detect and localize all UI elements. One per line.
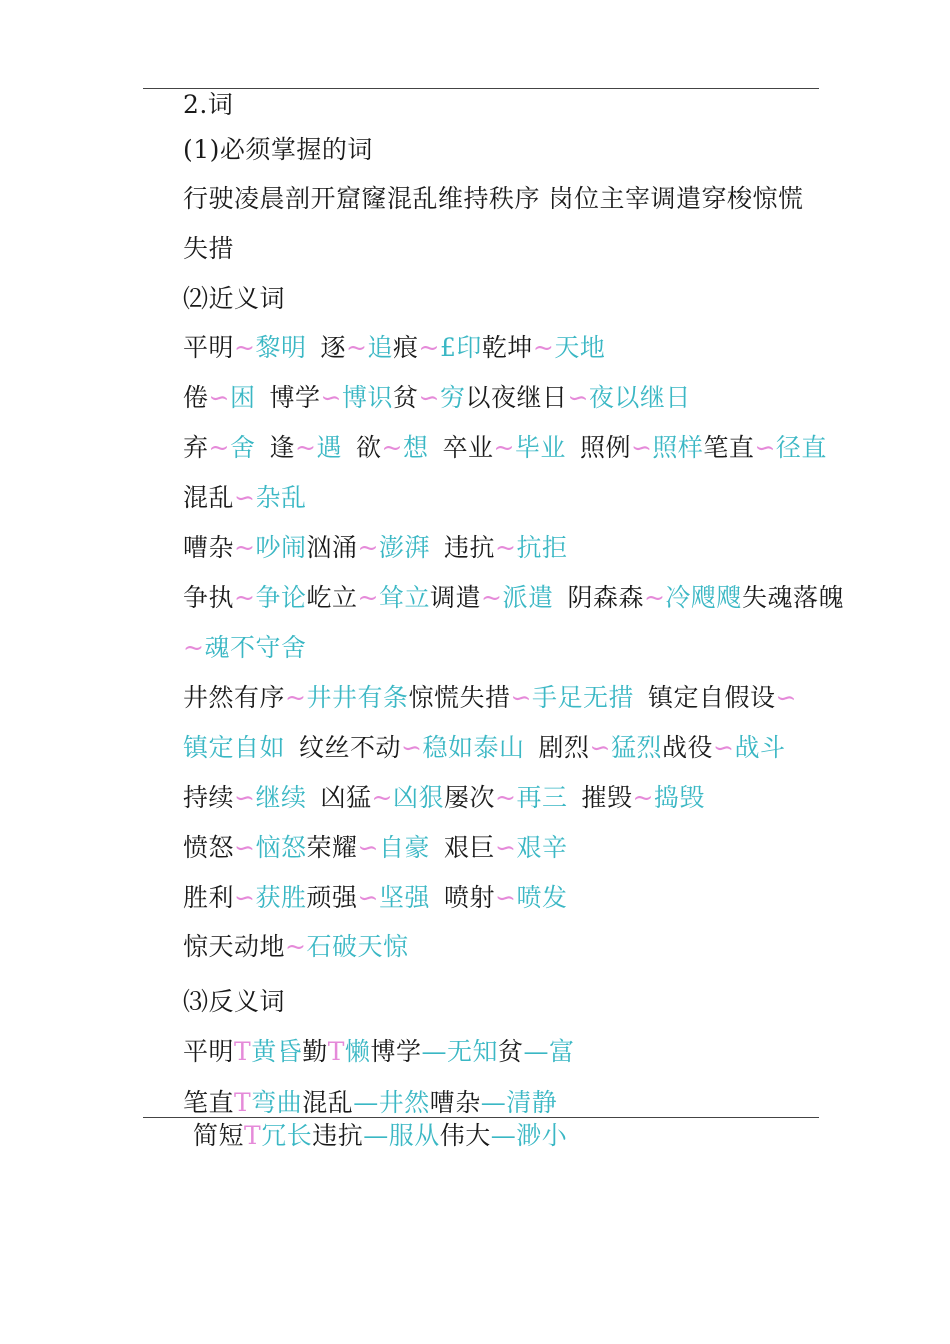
part1-heading: (1)必须掌握的词 xyxy=(183,135,373,164)
pair-word: 困 xyxy=(229,383,256,412)
relation-mark: ∽ xyxy=(418,383,440,412)
term-word: 屹立 xyxy=(306,583,358,612)
relation-mark: ~ xyxy=(208,433,230,462)
relation-mark: ∽ xyxy=(494,883,517,912)
relation-mark: ~ xyxy=(285,683,307,712)
pair-word: —井然 xyxy=(353,1088,430,1117)
term-word: 笔直 xyxy=(183,1088,235,1117)
term-word: 勤 xyxy=(302,1037,328,1066)
pair-word: 再三 xyxy=(516,783,568,812)
pair-word: 继续 xyxy=(255,783,307,812)
term-word: 逢 xyxy=(269,433,295,462)
antonym-row xyxy=(193,1121,843,1151)
pair-word: 舍 xyxy=(229,433,256,462)
relation-mark: ~ xyxy=(643,583,666,612)
pair-word: 吵闹 xyxy=(255,533,307,562)
bottom-divider xyxy=(143,1117,819,1118)
relation-mark: ∽ xyxy=(754,433,776,462)
part3-heading: ⑶反义词 xyxy=(183,987,286,1016)
term-word: 痕 xyxy=(392,333,419,362)
pair-word: 捣毁 xyxy=(653,783,705,812)
term-word: 违抗 xyxy=(312,1121,364,1150)
term-word: 乾坤 xyxy=(481,333,533,362)
term-word: 惊天动地 xyxy=(183,932,286,961)
term-word: 嘈杂 xyxy=(183,533,235,562)
relation-mark: ∽ xyxy=(234,833,256,862)
relation-mark: ~ xyxy=(381,433,403,462)
term-word: 平明 xyxy=(183,333,235,362)
pair-word: —渺小 xyxy=(490,1121,568,1150)
pair-word: 争论 xyxy=(255,583,307,612)
pair-word: 获胜 xyxy=(255,883,307,912)
relation-mark: ∽ xyxy=(589,733,611,762)
relation-mark: ~ xyxy=(285,932,307,961)
relation-mark: ~ xyxy=(357,583,379,612)
pair-word: 博识 xyxy=(341,383,393,412)
synonym-row xyxy=(183,733,833,763)
relation-mark: ~ xyxy=(532,333,555,362)
relation-mark: ~ xyxy=(418,333,440,362)
relation-mark: ∽ xyxy=(208,383,230,412)
top-divider xyxy=(143,88,819,89)
relation-mark: ∽ xyxy=(567,383,589,412)
term-word: 凶猛 xyxy=(320,783,372,812)
pair-word: 弯曲 xyxy=(251,1088,303,1117)
term-word: 屡次 xyxy=(443,783,495,812)
pair-word: 战斗 xyxy=(734,733,786,762)
term-word: 剧烈 xyxy=(538,733,590,762)
term-word: 欲 xyxy=(355,433,382,462)
pair-word: 魂不守舍 xyxy=(204,633,307,662)
antonym-row xyxy=(183,1088,833,1118)
relation-mark: ~ xyxy=(494,533,517,562)
part1-line-2: 失措 xyxy=(183,234,235,263)
term-word: 阴森森 xyxy=(567,583,644,612)
pair-word: 镇定自如 xyxy=(183,733,286,762)
relation-mark: ~ xyxy=(234,583,256,612)
term-word: 井然有序 xyxy=(183,683,286,712)
term-word: 失魂落魄 xyxy=(741,583,844,612)
pair-word: 喷发 xyxy=(516,883,568,912)
pair-word: 坚强 xyxy=(378,883,430,912)
pair-word: 毕业 xyxy=(514,433,566,462)
term-word: 持续 xyxy=(183,783,235,812)
pair-word: 遇 xyxy=(316,433,342,462)
relation-mark: ∽ xyxy=(234,483,256,512)
relation-mark: ~ xyxy=(632,783,654,812)
term-word: 博学 xyxy=(269,383,321,412)
synonym-row xyxy=(183,483,833,513)
relation-mark: ∽ xyxy=(510,683,532,712)
term-word: 博学 xyxy=(370,1037,422,1066)
pair-word: 井井有条 xyxy=(306,683,409,712)
term-word: 镇定自假设 xyxy=(647,683,776,712)
part1-line-1: 行驶凌晨剖开窟窿混乱维持秩序 岗位主宰调遣穿梭惊慌 xyxy=(183,184,804,213)
term-word: 混乱 xyxy=(302,1088,354,1117)
relation-mark: ∽ xyxy=(357,833,379,862)
term-word: 简短 xyxy=(193,1121,245,1150)
pair-word: 懒 xyxy=(344,1037,371,1066)
relation-mark: ~ xyxy=(357,533,379,562)
relation-mark: T xyxy=(244,1121,262,1150)
term-word: 摧毁 xyxy=(581,783,633,812)
pair-word: 派遣 xyxy=(502,583,554,612)
pair-word: 径直 xyxy=(775,433,827,462)
pair-word: 追 xyxy=(367,333,393,362)
term-word: 伟大 xyxy=(439,1121,491,1150)
synonym-row xyxy=(183,932,833,962)
pair-word: —富 xyxy=(523,1037,575,1066)
term-word: 卒业 xyxy=(442,433,494,462)
relation-mark: ~ xyxy=(480,583,503,612)
section-title: 2.词 xyxy=(183,90,234,119)
relation-mark: T xyxy=(327,1037,345,1066)
term-word: 逐 xyxy=(320,333,346,362)
synonym-row xyxy=(183,333,833,363)
pair-word: 艰辛 xyxy=(516,833,568,862)
pair-word: —清静 xyxy=(480,1088,558,1117)
term-word: 平明 xyxy=(183,1037,235,1066)
pair-word: 冗长 xyxy=(261,1121,313,1150)
term-word: 贫 xyxy=(392,383,419,412)
pair-word: 杂乱 xyxy=(255,483,307,512)
term-word: 纹丝不动 xyxy=(299,733,402,762)
relation-mark: ∽ xyxy=(234,883,256,912)
part2-heading: ⑵近义词 xyxy=(183,284,286,313)
term-word: 荣耀 xyxy=(306,833,358,862)
synonym-row xyxy=(183,883,833,913)
pair-word: 石破天惊 xyxy=(306,932,409,961)
relation-mark: ∽ xyxy=(494,833,517,862)
term-word: 愤怒 xyxy=(183,833,235,862)
relation-mark: ∽ xyxy=(775,683,797,712)
relation-mark: ∽ xyxy=(234,783,256,812)
synonym-row xyxy=(183,383,833,413)
term-word: 笔直 xyxy=(703,433,755,462)
term-word: 倦 xyxy=(183,383,209,412)
term-word: 弃 xyxy=(183,433,209,462)
synonym-row xyxy=(183,783,833,813)
relation-mark: ~ xyxy=(493,433,515,462)
pair-word: 自豪 xyxy=(378,833,430,862)
term-word: 争执 xyxy=(183,583,235,612)
term-word: 战役 xyxy=(661,733,713,762)
relation-mark: ~ xyxy=(346,333,368,362)
term-word: 汹涌 xyxy=(306,533,358,562)
term-word: 顽强 xyxy=(306,883,358,912)
relation-mark: ∽ xyxy=(320,383,342,412)
synonym-row xyxy=(183,583,844,613)
pair-word: 黄昏 xyxy=(251,1037,303,1066)
pair-word: 手足无措 xyxy=(531,683,634,712)
term-word: 嘈杂 xyxy=(429,1088,481,1117)
relation-mark: T xyxy=(234,1037,252,1066)
term-word: 惊慌失措 xyxy=(408,683,511,712)
synonym-row xyxy=(183,533,833,563)
pair-word: 照样 xyxy=(652,433,704,462)
pair-word: 耸立 xyxy=(378,583,430,612)
term-word: 贫 xyxy=(497,1037,524,1066)
pair-word: 夜以继日 xyxy=(588,383,691,412)
relation-mark: ~ xyxy=(295,433,317,462)
pair-word: 黎明 xyxy=(255,333,307,362)
relation-mark: ~ xyxy=(183,633,205,662)
pair-word: 恼怒 xyxy=(255,833,307,862)
pair-word: 澎湃 xyxy=(378,533,430,562)
pair-word: —服从 xyxy=(363,1121,440,1150)
term-word: 以夜继日 xyxy=(465,383,568,412)
term-word: 违抗 xyxy=(443,533,495,562)
pair-word: 稳如泰山 xyxy=(422,733,525,762)
synonym-row xyxy=(183,633,833,663)
pair-word: 抗拒 xyxy=(516,533,568,562)
term-word: 照例 xyxy=(579,433,631,462)
pair-word: 猛烈 xyxy=(610,733,662,762)
synonym-row xyxy=(183,433,833,463)
term-word: 喷射 xyxy=(443,883,495,912)
term-word: 混乱 xyxy=(183,483,235,512)
term-word: 调遣 xyxy=(429,583,481,612)
antonym-row xyxy=(183,1037,833,1067)
relation-mark: ~ xyxy=(494,783,517,812)
relation-mark: ∽ xyxy=(630,433,653,462)
pair-word: 穷 xyxy=(439,383,466,412)
synonym-row xyxy=(183,683,833,713)
pair-word: —无知 xyxy=(421,1037,498,1066)
relation-mark: ∽ xyxy=(357,883,379,912)
pair-word: 想 xyxy=(402,433,429,462)
pair-word: 冷飕飕 xyxy=(665,583,742,612)
pair-word: 天地 xyxy=(554,333,606,362)
relation-mark: T xyxy=(234,1088,252,1117)
term-word: 艰巨 xyxy=(443,833,495,862)
relation-mark: ~ xyxy=(234,533,256,562)
term-word: 胜利 xyxy=(183,883,235,912)
relation-mark: ~ xyxy=(234,333,256,362)
relation-mark: ∽ xyxy=(401,733,423,762)
pair-word: 凶狠 xyxy=(392,783,444,812)
relation-mark: ∽ xyxy=(713,733,735,762)
relation-mark: ~ xyxy=(371,783,393,812)
pair-word: £印 xyxy=(439,333,482,362)
synonym-row xyxy=(183,833,833,863)
